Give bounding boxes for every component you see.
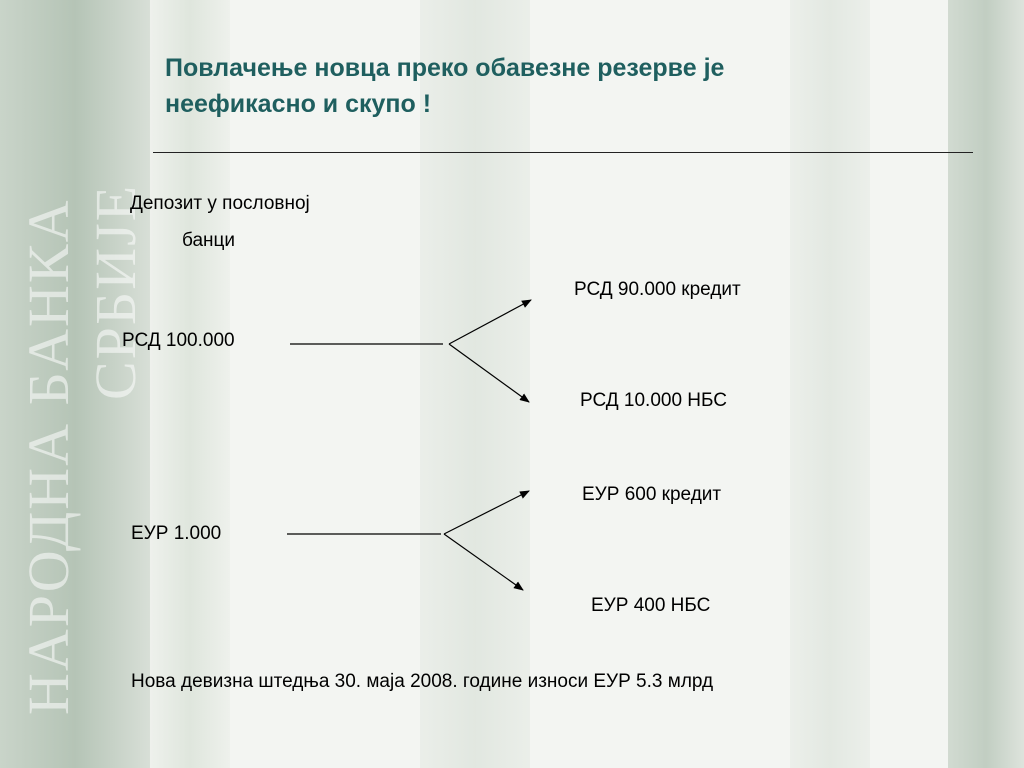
watermark-line2: СРБИЈЕ — [83, 183, 148, 400]
rsd-source-amount: РСД 100.000 — [122, 330, 235, 351]
rsd-arrow-down — [449, 344, 529, 402]
rsd-arrow-up — [449, 300, 531, 344]
eur-arrow-down — [444, 534, 523, 590]
eur-nbs-amount: ЕУР 400 НБС — [591, 595, 711, 616]
eur-source-amount: ЕУР 1.000 — [131, 523, 222, 544]
footnote-savings: Нова девизна штедња 30. маја 2008. године износи ЕУР 5.3 млрд — [131, 671, 714, 692]
rsd-nbs-amount: РСД 10.000 НБС — [580, 390, 727, 411]
slide-title-line2: неефикасно и скупо ! — [165, 90, 432, 118]
slide-title-line1: Повлачење новца преко обавезне резерве је — [165, 54, 725, 82]
deposit-label-line1: Депозит у пословној — [130, 193, 310, 214]
rsd-credit-amount: РСД 90.000 кредит — [574, 279, 741, 300]
deposit-label-line2: банци — [182, 230, 236, 251]
watermark-line1: НАРОДНА БАНКА — [16, 198, 81, 715]
rsd-flow — [290, 300, 531, 402]
eur-flow — [287, 491, 529, 590]
eur-arrow-up — [444, 491, 529, 534]
eur-credit-amount: ЕУР 600 кредит — [582, 484, 722, 505]
